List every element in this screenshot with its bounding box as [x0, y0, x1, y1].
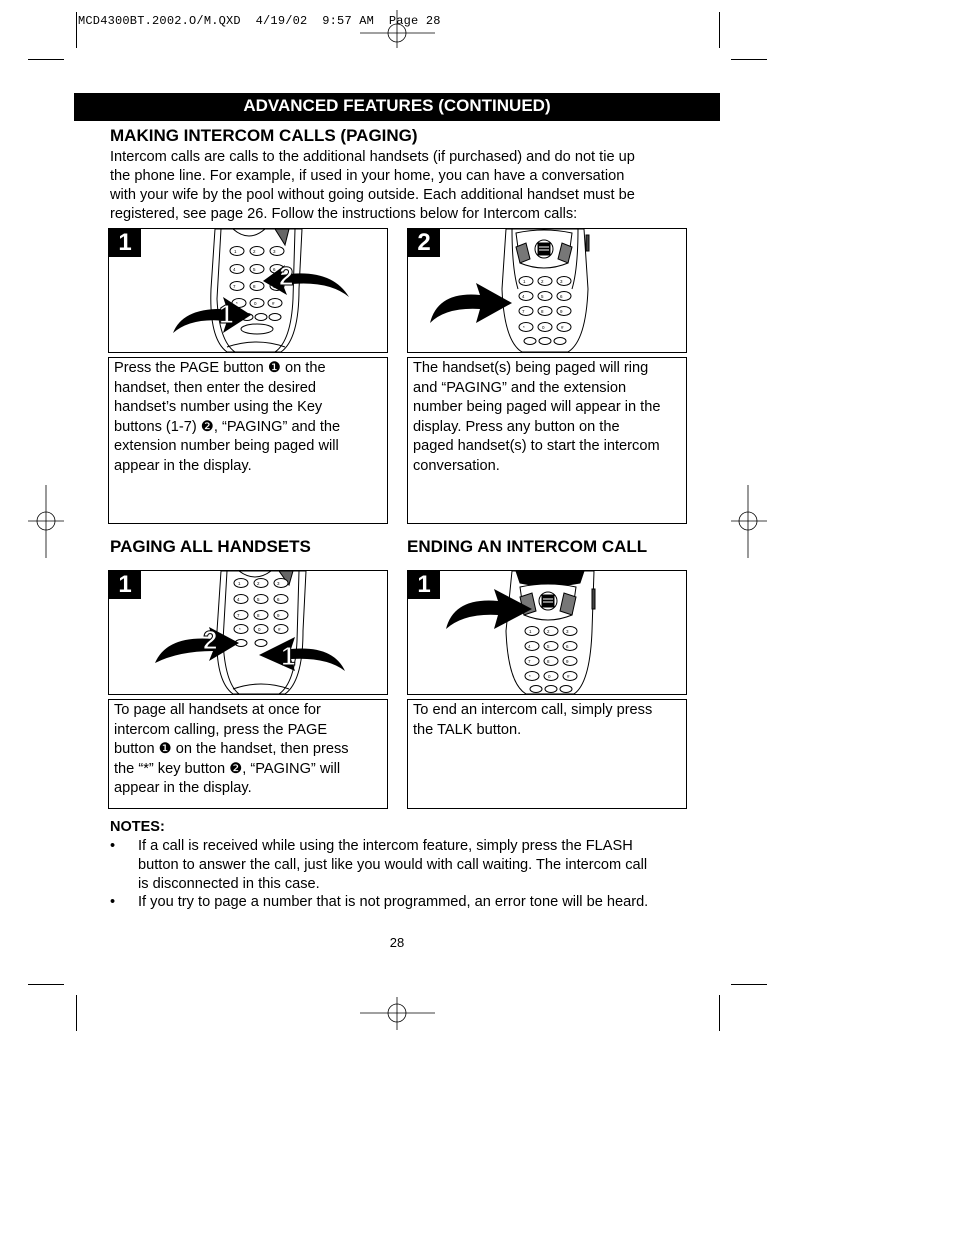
note-line: If a call is received while using the intercom feature, simply press the FLASH: [138, 838, 633, 854]
svg-text:8: 8: [547, 659, 550, 664]
section-title-paging-all: PAGING ALL HANDSETS: [110, 537, 311, 556]
handset-illustration: [109, 229, 387, 352]
svg-text:5: 5: [257, 597, 260, 602]
illustration-ending-call-step-1: [407, 570, 687, 695]
svg-text:6: 6: [277, 597, 280, 602]
svg-text:4: 4: [237, 597, 240, 602]
section-banner: ADVANCED FEATURES (CONTINUED): [74, 93, 720, 121]
intro-line: registered, see page 26. Follow the instructions below for Intercom calls:: [110, 206, 578, 222]
step-number: 1: [109, 571, 141, 599]
instruction-line: The handset(s) being paged will ring: [413, 360, 649, 376]
illustration-paging-all-step-1: [108, 570, 388, 695]
note-item: [110, 837, 710, 897]
svg-text:#: #: [278, 627, 281, 632]
callout-number: 2: [203, 625, 218, 655]
instruction-line: To page all handsets at once for: [114, 702, 321, 718]
callout-number: 2: [279, 261, 294, 291]
svg-text:7: 7: [237, 613, 240, 618]
svg-text:2: 2: [541, 279, 544, 284]
section-title-ending-call: ENDING AN INTERCOM CALL: [407, 537, 648, 556]
svg-text:5: 5: [541, 294, 544, 299]
print-slug: MCD4300BT.2002.O/M.QXD 4/19/02 9:57 AM Page 28: [78, 14, 441, 28]
bullet-mark: •: [110, 894, 116, 910]
svg-text:*: *: [236, 301, 238, 306]
svg-text:4: 4: [522, 294, 525, 299]
instruction-line: Press the PAGE button ❶ on the: [114, 360, 326, 376]
svg-text:6: 6: [566, 644, 569, 649]
section-title-paging: MAKING INTERCOM CALLS (PAGING): [110, 126, 418, 145]
svg-text:5: 5: [547, 644, 550, 649]
svg-text:5: 5: [253, 267, 256, 272]
svg-text:4: 4: [233, 267, 236, 272]
intro-line: the phone line. For example, if used in your home, you can have a conversation: [110, 168, 625, 184]
svg-text:1: 1: [529, 629, 532, 634]
svg-text:8: 8: [253, 284, 256, 289]
notes-heading: NOTES:: [110, 819, 165, 835]
note-line: button to answer the call, just like you would with call waiting. The intercom call: [138, 857, 648, 873]
instruction-line: number being paged will appear in the: [413, 399, 661, 415]
svg-text:8: 8: [541, 309, 544, 314]
instruction-paging-step-1: [108, 357, 388, 524]
svg-text:1: 1: [523, 279, 526, 284]
svg-text:3: 3: [277, 581, 280, 586]
svg-text:4: 4: [528, 644, 531, 649]
svg-text:6: 6: [273, 267, 276, 272]
illustration-paging-step-1: [108, 228, 388, 353]
note-line: is disconnected in this case.: [138, 876, 320, 892]
svg-text:3: 3: [566, 629, 569, 634]
note-line: If you try to page a number that is not programmed, an error tone will be heard.: [138, 894, 649, 910]
instruction-paging-step-2: [407, 357, 687, 524]
svg-text:0: 0: [254, 301, 257, 306]
svg-text:0: 0: [548, 674, 551, 679]
svg-text:1: 1: [234, 249, 237, 254]
instruction-line: appear in the display.: [114, 780, 252, 796]
illustration-paging-step-2: [407, 228, 687, 353]
svg-text:7: 7: [233, 284, 236, 289]
instruction-line: extension number being paged will: [114, 438, 339, 454]
instruction-line: paged handset(s) to start the intercom: [413, 438, 660, 454]
intro-paragraph: [110, 148, 690, 224]
svg-text:9: 9: [566, 659, 569, 664]
page-number: 28: [389, 935, 405, 950]
instruction-line: display. Press any button on the: [413, 418, 620, 435]
instruction-paging-all-step-1: [108, 699, 388, 809]
svg-text:#: #: [561, 325, 564, 330]
svg-text:*: *: [529, 674, 531, 679]
instruction-line: intercom calling, press the PAGE: [114, 721, 328, 738]
svg-text:0: 0: [258, 627, 261, 632]
svg-text:*: *: [523, 325, 525, 330]
handset-illustration: [408, 571, 686, 694]
callout-number: 1: [281, 641, 296, 671]
instruction-line: the “*” key button ❷, “PAGING” will: [114, 760, 341, 777]
handset-illustration: [109, 571, 387, 694]
svg-text:2: 2: [253, 249, 256, 254]
instruction-line: conversation.: [413, 457, 500, 474]
instruction-line: appear in the display.: [114, 457, 252, 474]
step-number: 1: [408, 571, 440, 599]
note-item: [110, 893, 710, 913]
svg-text:0: 0: [542, 325, 545, 330]
callout-number: 1: [219, 299, 234, 329]
svg-text:3: 3: [560, 279, 563, 284]
intro-line: Intercom calls are calls to the additional handsets (if purchased) and do not tie up: [110, 149, 635, 165]
svg-text:3: 3: [273, 249, 276, 254]
instruction-line: button ❶ on the handset, then press: [114, 741, 349, 757]
instruction-line: and “PAGING” and the extension: [413, 379, 627, 396]
step-number: 1: [109, 229, 141, 257]
svg-text:9: 9: [560, 309, 563, 314]
svg-text:6: 6: [560, 294, 563, 299]
instruction-line: handset, then enter the desired: [114, 379, 317, 396]
svg-text:2: 2: [257, 581, 260, 586]
svg-text:7: 7: [528, 659, 531, 664]
svg-text:2: 2: [547, 629, 550, 634]
instruction-line: To end an intercom call, simply press: [413, 702, 653, 718]
intro-line: with your wife by the pool without going outside. Each additional handset must be: [110, 187, 635, 203]
step-number: 2: [408, 229, 440, 257]
svg-text:9: 9: [277, 613, 280, 618]
handset-illustration: [408, 229, 686, 352]
svg-text:#: #: [272, 301, 275, 306]
svg-text:#: #: [567, 674, 570, 679]
instruction-line: buttons (1-7) ❷, “PAGING” and the: [114, 418, 341, 435]
instruction-line: handset’s number using the Key: [114, 399, 323, 415]
svg-text:*: *: [239, 627, 241, 632]
svg-text:7: 7: [522, 309, 525, 314]
svg-text:1: 1: [238, 581, 241, 586]
bullet-mark: •: [110, 838, 116, 854]
instruction-ending-call-step-1: [407, 699, 687, 809]
svg-text:8: 8: [257, 613, 260, 618]
instruction-line: the TALK button.: [413, 721, 522, 738]
